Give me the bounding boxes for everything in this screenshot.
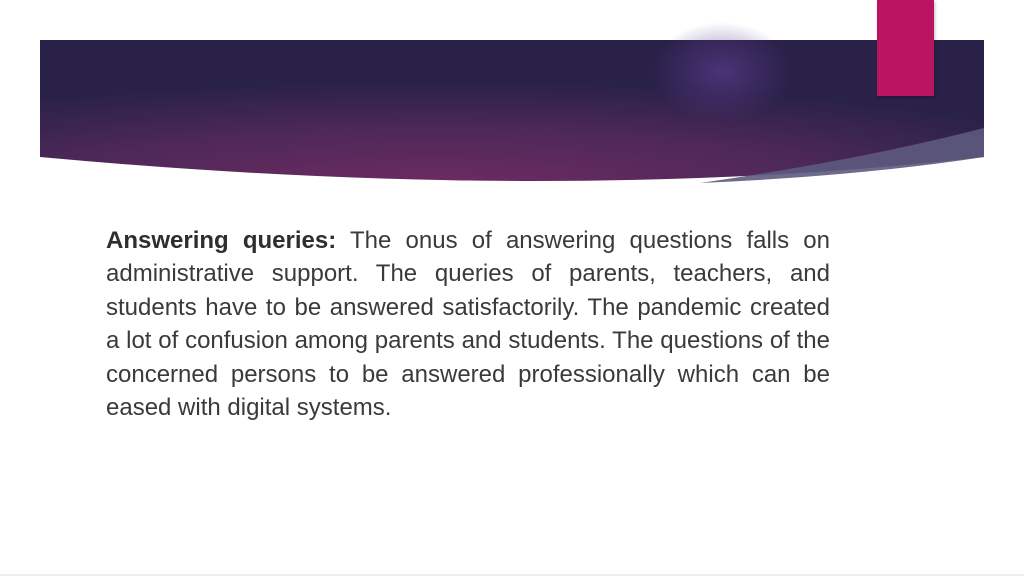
- banner-glow: [652, 22, 792, 122]
- paragraph-heading: Answering queries:: [106, 227, 337, 254]
- paragraph-body: The onus of answering questions falls on administrative support. The queries of parents, teachers, and students have to be answered satisfactorily. The pandemic created a lot of confusion among parents and students. The questions of the concerned persons to be answered professionally which can be eased with digital systems.: [106, 227, 830, 422]
- body-paragraph: [106, 224, 830, 424]
- header-banner: [0, 0, 1024, 200]
- accent-tab: [877, 0, 934, 96]
